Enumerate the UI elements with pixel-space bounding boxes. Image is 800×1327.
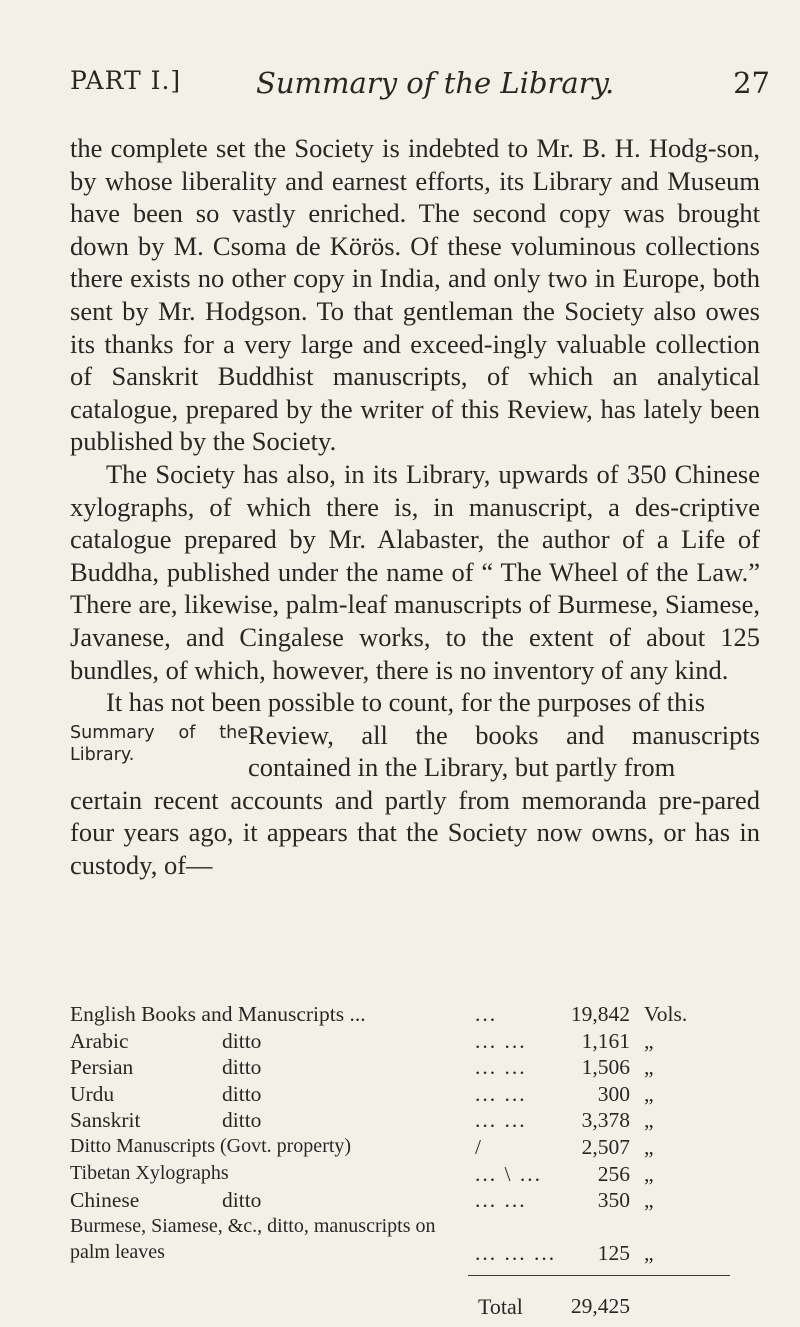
row-label: Urdu <box>70 1081 115 1106</box>
row-ditto: ditto <box>222 1188 262 1213</box>
total-value: 29,425 <box>570 1294 630 1318</box>
body-text <box>70 132 760 882</box>
row-unit: Vols. <box>644 1002 688 1026</box>
table-row <box>70 1162 770 1189</box>
row-value: 300 <box>597 1081 630 1106</box>
page-number: 27 <box>733 66 770 100</box>
row-label: Burmese, Siamese, &c., ditto, manuscripts on <box>70 1214 436 1237</box>
row-leader-dots: ... ... ... <box>475 1241 557 1266</box>
total-label: Total <box>478 1294 523 1319</box>
row-ditto: ditto <box>222 1108 262 1133</box>
row-label: Sanskrit <box>70 1108 141 1133</box>
part-label: PART I.] <box>70 66 182 95</box>
row-value: 19,842 <box>570 1002 630 1026</box>
row-unit: „ <box>644 1108 654 1133</box>
row-leader-dots: ... ... <box>475 1108 527 1133</box>
row-unit: „ <box>644 1161 654 1186</box>
row-value: 256 <box>597 1161 630 1186</box>
margin-note: Summary of the Library. <box>70 722 248 765</box>
paragraph-3-side-text: Review, all the books and manuscripts contained in the Library, but partly from <box>248 719 760 783</box>
sidenote-block <box>70 719 760 784</box>
row-label: Chinese <box>70 1188 140 1213</box>
paragraph-1: the complete set the Society is indebted to Mr. B. H. Hodg-son, by whose liberality and earnest efforts, its Library and Museum have been so vastly enriched. The second copy was brought down by M. Csoma de Körös. Of these voluminous collections there exists no other copy in India, and only two in Europe, both sent by Mr. Hodgson. To that gentleman the Society also owes its thanks for a very large and exceed-ingly valuable collection of Sanskrit Buddhist manuscripts, of which an analytical catalogue, prepared by the writer of this Review, has lately been published by the Society. <box>70 133 760 457</box>
row-value: 125 <box>597 1241 630 1266</box>
running-header <box>70 66 770 106</box>
paragraph-3-rest: certain recent accounts and partly from memoranda pre-pared four years ago, it appears that the Society now owns, or has in custody, of— <box>70 784 760 881</box>
row-unit: „ <box>644 1241 654 1266</box>
table-row <box>70 1108 770 1135</box>
table-row <box>70 1241 770 1268</box>
row-leader-dots: ... \ ... <box>475 1161 542 1186</box>
table-row <box>70 1055 770 1082</box>
paragraph-3-line-1: It has not been possible to count, for the purposes of this <box>106 687 706 718</box>
row-unit: „ <box>644 1188 654 1213</box>
row-value: 1,161 <box>581 1028 630 1053</box>
paragraph-2: The Society has also, in its Library, upwards of 350 Chinese xylographs, of which there is, in manuscript, a des-criptive catalogue prepared by Mr. Alabaster, the author of a Life of Buddha, published under the name of “ The Wheel of the Law.” There are, likewise, palm-leaf manuscripts of Burmese, Siamese, Javanese, and Cingalese works, to the extent of about 125 bundles, of which, however, there is no inventory of any kind. <box>70 458 760 685</box>
row-label: Persian <box>70 1055 134 1080</box>
row-unit: „ <box>644 1134 654 1159</box>
row-ditto: ditto <box>222 1028 262 1053</box>
table-row <box>70 1215 770 1242</box>
table-row <box>70 1188 770 1215</box>
table-row <box>70 1135 770 1162</box>
row-leader-dots: ... ... <box>475 1081 527 1106</box>
table-row <box>70 1082 770 1109</box>
row-label: Arabic <box>70 1028 129 1053</box>
row-label: Ditto Manuscripts (Govt. property) <box>70 1134 352 1157</box>
row-unit: „ <box>644 1081 654 1106</box>
row-leader-dots: / <box>475 1134 483 1159</box>
row-ditto: ditto <box>222 1081 262 1106</box>
row-unit: „ <box>644 1028 654 1053</box>
total-rule <box>468 1275 730 1276</box>
row-label: palm leaves <box>70 1241 165 1264</box>
running-title: Summary of the Library. <box>256 66 615 100</box>
row-leader-dots: ... ... <box>475 1028 527 1053</box>
row-leader-dots: ... ... <box>475 1055 527 1080</box>
row-value: 3,378 <box>581 1108 630 1133</box>
row-unit: „ <box>644 1055 654 1080</box>
row-leader-dots: ... <box>475 1002 498 1026</box>
table-row <box>70 1029 770 1056</box>
row-value: 350 <box>597 1188 630 1213</box>
row-value: 2,507 <box>581 1134 630 1159</box>
row-label: Tibetan Xylographs <box>70 1161 229 1184</box>
holdings-table <box>70 1002 770 1319</box>
row-leader-dots: ... ... <box>475 1188 527 1213</box>
table-row <box>70 1002 770 1029</box>
row-label: English Books and Manuscripts ... <box>70 1002 366 1026</box>
row-ditto: ditto <box>222 1055 262 1080</box>
row-value: 1,506 <box>581 1055 630 1080</box>
